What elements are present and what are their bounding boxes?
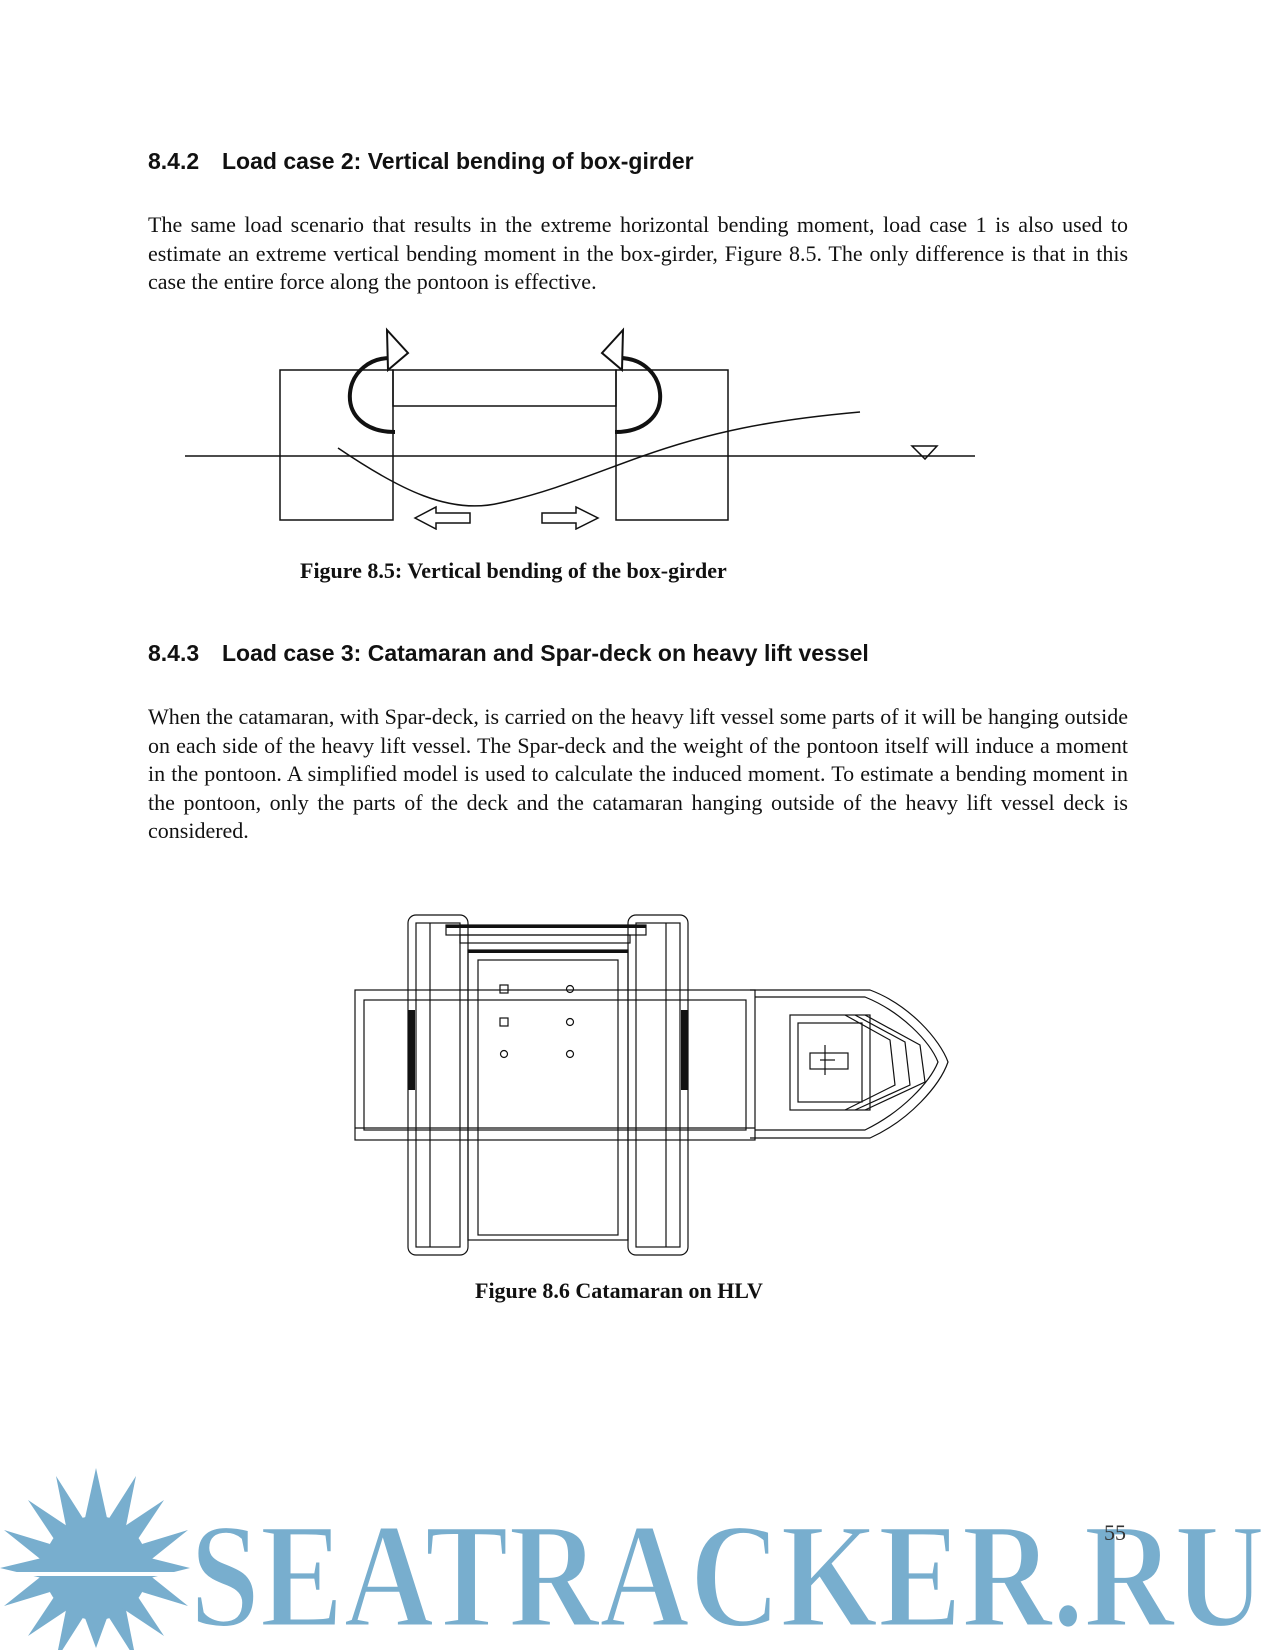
bridge-console [810, 1053, 848, 1069]
figure-8-5-caption: Figure 8.5: Vertical bending of the box-girder [300, 558, 727, 583]
section-title: Load case 3: Catamaran and Spar-deck on heavy lift vessel [222, 640, 869, 666]
hlv-bow [750, 990, 948, 1138]
figure-8-6-catamaran-on-hlv-drawing [350, 890, 960, 1260]
paragraph-load-case-2: The same load scenario that results in the extreme horizontal bending moment, load case 1 is also used to estimate an extreme vertical bending moment in the box-girder, Figure 8.5. The only difference is that in this case the entire force along the pontoon is effective. [148, 212, 1128, 294]
figure-8-5-vertical-bending-diagram [150, 320, 1000, 530]
spar-deck [468, 950, 628, 1240]
watermark-logo [0, 1458, 1275, 1650]
section-heading-8-4-2 [148, 148, 694, 175]
paragraph-load-case-3: When the catamaran, with Spar-deck, is carried on the heavy lift vessel some parts of it will be hanging outside on each side of the heavy lift vessel. The Spar-deck and the weight of the pontoon itself will induce a moment in the pontoon. A simplified model is used to calculate the induced moment. To estimate a bending moment in the pontoon, only the parts of the deck and the catamaran hanging outside of the heavy lift vessel deck is considered. [148, 704, 1128, 843]
water-level-triangle-icon [912, 446, 937, 459]
section-number: 8.4.3 [148, 640, 200, 666]
box-girder [393, 370, 616, 406]
right-rail [681, 1010, 688, 1090]
catamaran-left-pontoon [408, 915, 468, 1255]
page-number: 55 [1104, 1520, 1126, 1545]
section-title: Load case 2: Vertical bending of box-girder [222, 148, 694, 174]
right-moment-arrowhead-icon [602, 330, 623, 370]
catamaran-right-pontoon [628, 915, 688, 1255]
section-heading-8-4-3 [148, 640, 869, 667]
right-arrow-icon [542, 507, 598, 529]
section-number: 8.4.2 [148, 148, 200, 174]
figure-8-6-caption: Figure 8.6 Catamaran on HLV [475, 1278, 763, 1303]
right-pontoon [616, 370, 728, 520]
left-arrow-icon [415, 507, 470, 529]
hlv-deckhouse [790, 1015, 870, 1110]
watermark-text: SEATRACKER.RU [190, 1493, 1265, 1650]
wave-profile [338, 412, 860, 506]
left-pontoon [280, 370, 393, 520]
left-rail [408, 1010, 415, 1090]
left-moment-arrowhead-icon [387, 330, 408, 370]
sun-icon [0, 1468, 190, 1650]
